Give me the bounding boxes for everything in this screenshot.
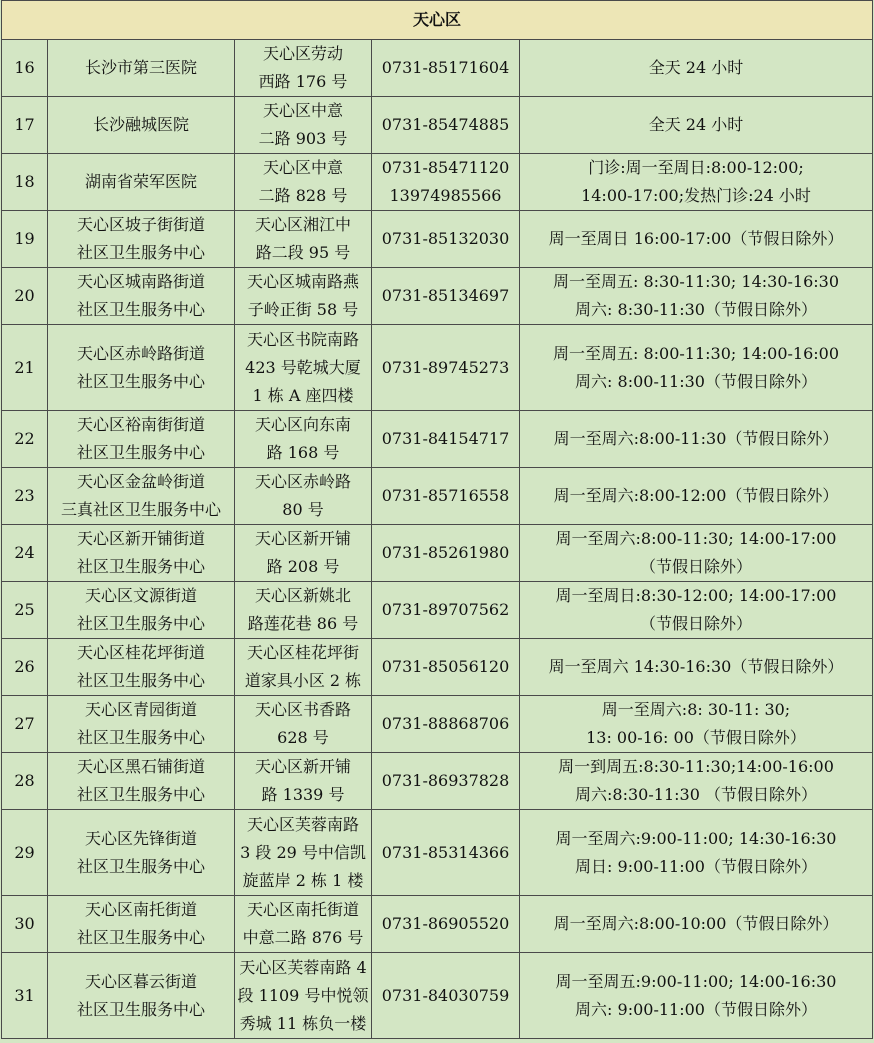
facility-name [48, 753, 235, 810]
facility-address [235, 268, 372, 325]
service-hours [520, 268, 873, 325]
table-row [2, 268, 873, 325]
facility-phone [372, 154, 520, 211]
facility-address-line: 天心区赤岭路 [254, 472, 351, 491]
table-row [2, 154, 873, 211]
service-hours-line: 周六:8:30-11:30 （节假日除外） [575, 785, 817, 804]
facility-name-line: 社区卫生服务中心 [76, 557, 205, 576]
facility-phone-line: 0731-89745273 [381, 357, 510, 377]
service-hours-line: 门诊:周一至周日:8:00-12:00; [588, 158, 804, 177]
row-number: 31 [2, 953, 48, 1039]
facility-phone [372, 525, 520, 582]
service-hours [520, 810, 873, 896]
row-number: 28 [2, 753, 48, 810]
service-hours-line: 周一至周日 16:00-17:00（节假日除外） [548, 229, 844, 248]
service-hours [520, 97, 873, 154]
service-hours-line: 全天 24 小时 [648, 115, 744, 134]
service-hours [520, 696, 873, 753]
facility-address [235, 411, 372, 468]
facility-address-line: 天心区中意 [262, 158, 343, 177]
facility-phone [372, 639, 520, 696]
service-hours [520, 211, 873, 268]
facility-address [235, 639, 372, 696]
facility-name-line: 天心区金盆岭街道 [76, 472, 205, 491]
facility-name-line: 天心区城南路街道 [76, 272, 205, 291]
service-hours [520, 639, 873, 696]
service-hours-line: 周一至周六:9:00-11:00; 14:30-16:30 [555, 828, 837, 848]
table-row [2, 40, 873, 97]
facility-address-line: 天心区城南路燕 [246, 272, 359, 291]
service-hours-line: 周一至周六:8: 30-11: 30; [601, 700, 791, 719]
facility-address-line: 中意二路 876 号 [242, 928, 364, 947]
service-hours-line: 周一至周六:8:00-12:00（节假日除外） [553, 486, 839, 505]
service-hours-line: 周六: 8:30-11:30（节假日除外） [575, 300, 817, 319]
table-row [2, 211, 873, 268]
facility-address [235, 896, 372, 953]
facility-name [48, 468, 235, 525]
row-number: 18 [2, 154, 48, 211]
facility-phone [372, 953, 520, 1039]
row-number: 26 [2, 639, 48, 696]
facility-name-line: 天心区先锋街道 [84, 828, 197, 848]
facility-address-line: 天心区新姚北 [254, 586, 351, 605]
service-hours-line: 周一到周五:8:30-11:30;14:00-16:00 [558, 757, 834, 776]
facility-name-line: 社区卫生服务中心 [76, 300, 205, 319]
table-row [2, 325, 873, 411]
table-row [2, 896, 873, 953]
facility-phone [372, 582, 520, 639]
clinic-table [1, 0, 873, 1039]
facility-address-line: 道家具小区 2 栋 [244, 671, 362, 690]
row-number: 20 [2, 268, 48, 325]
facility-address-line: 天心区新开铺 [254, 529, 351, 548]
facility-address-line: 旋蓝岸 2 栋 1 楼 [242, 870, 364, 890]
facility-phone [372, 97, 520, 154]
facility-address-line: 路 1339 号 [261, 785, 345, 804]
facility-phone-line: 0731-85314366 [381, 842, 510, 862]
facility-address [235, 97, 372, 154]
table-row [2, 468, 873, 525]
table-row [2, 525, 873, 582]
facility-name-line: 社区卫生服务中心 [76, 785, 205, 804]
service-hours [520, 154, 873, 211]
service-hours-line: 周一至周六:8:00-11:30; 14:00-17:00 [555, 529, 837, 548]
service-hours [520, 582, 873, 639]
table-row [2, 753, 873, 810]
row-number: 30 [2, 896, 48, 953]
facility-name-line: 三真社区卫生服务中心 [60, 500, 221, 519]
table-row [2, 953, 873, 1039]
service-hours [520, 468, 873, 525]
service-hours-line: 周一至周六 14:30-16:30（节假日除外） [548, 657, 844, 676]
facility-phone-line: 0731-85134697 [381, 286, 510, 305]
facility-address-line: 子岭正街 58 号 [247, 300, 359, 319]
facility-phone [372, 753, 520, 810]
facility-name-line: 天心区赤岭路街道 [76, 343, 205, 363]
facility-phone [372, 896, 520, 953]
service-hours-line: 周一至周五:9:00-11:00; 14:00-16:30 [555, 971, 837, 991]
facility-name-line: 天心区坡子街街道 [76, 215, 205, 234]
facility-name-line: 天心区文源街道 [84, 586, 197, 605]
facility-address [235, 525, 372, 582]
facility-name-line: 天心区裕南街街道 [76, 415, 205, 434]
facility-address [235, 154, 372, 211]
facility-name-line: 社区卫生服务中心 [76, 614, 205, 633]
service-hours-line: 周一至周六:8:00-10:00（节假日除外） [553, 914, 839, 933]
facility-name-line: 社区卫生服务中心 [76, 243, 205, 262]
row-number: 29 [2, 810, 48, 896]
service-hours-line: 全天 24 小时 [648, 58, 744, 77]
facility-name-line: 社区卫生服务中心 [76, 856, 205, 876]
facility-name-line: 天心区新开铺街道 [76, 529, 205, 548]
facility-name-line: 湖南省荣军医院 [84, 172, 197, 191]
district-header-row [2, 1, 873, 40]
row-number: 25 [2, 582, 48, 639]
row-number: 21 [2, 325, 48, 411]
row-number: 22 [2, 411, 48, 468]
facility-phone [372, 810, 520, 896]
service-hours [520, 325, 873, 411]
facility-name-line: 社区卫生服务中心 [76, 371, 205, 391]
facility-address-line: 二路 903 号 [258, 129, 348, 148]
row-number: 19 [2, 211, 48, 268]
facility-phone-line: 0731-86937828 [381, 771, 510, 790]
facility-name-line: 长沙融城医院 [92, 115, 189, 134]
facility-address [235, 325, 372, 411]
district-title: 天心区 [2, 1, 873, 40]
service-hours-line: 周一至周五: 8:00-11:30; 14:00-16:00 [552, 343, 840, 363]
facility-phone-line: 0731-86905520 [381, 914, 510, 933]
facility-name-line: 社区卫生服务中心 [76, 443, 205, 462]
facility-address-line: 天心区新开铺 [254, 757, 351, 776]
facility-name [48, 810, 235, 896]
facility-name [48, 411, 235, 468]
facility-address-line: 天心区桂花坪街 [246, 643, 359, 662]
facility-name [48, 896, 235, 953]
facility-phone-line: 0731-85171604 [381, 58, 510, 77]
facility-phone-line: 0731-88868706 [381, 714, 510, 733]
table-row [2, 411, 873, 468]
facility-address [235, 953, 372, 1039]
facility-phone [372, 268, 520, 325]
service-hours-line: 周一至周六:8:00-11:30（节假日除外） [553, 429, 839, 448]
table-row [2, 639, 873, 696]
facility-address-line: 路 208 号 [266, 557, 340, 576]
facility-name [48, 268, 235, 325]
facility-phone-line: 0731-85474885 [381, 115, 510, 134]
facility-address-line: 天心区劳动 [262, 44, 343, 63]
facility-name-line: 天心区南托街道 [84, 900, 197, 919]
facility-address-line: 路莲花巷 86 号 [247, 614, 359, 633]
service-hours-line: （节假日除外） [639, 557, 752, 576]
facility-name-line: 天心区黑石铺街道 [76, 757, 205, 776]
facility-name-line: 社区卫生服务中心 [76, 928, 205, 947]
facility-name-line: 天心区桂花坪街道 [76, 643, 205, 662]
facility-phone-line: 0731-89707562 [381, 600, 510, 619]
facility-name [48, 40, 235, 97]
facility-address-line: 1 栋 A 座四楼 [252, 385, 354, 405]
facility-address-line: 423 号乾城大厦 [245, 357, 361, 377]
facility-name [48, 696, 235, 753]
facility-address-line: 路 168 号 [266, 443, 340, 462]
row-number: 24 [2, 525, 48, 582]
service-hours-line: （节假日除外） [639, 614, 752, 633]
facility-name-line: 长沙市第三医院 [84, 58, 197, 77]
facility-address-line: 天心区湘江中 [254, 215, 351, 234]
facility-address [235, 696, 372, 753]
table-body [2, 1, 873, 1039]
facility-address-line: 天心区芙蓉南路 4 [239, 957, 367, 977]
facility-name [48, 525, 235, 582]
table-row [2, 696, 873, 753]
facility-phone [372, 211, 520, 268]
facility-phone [372, 468, 520, 525]
facility-name-line: 天心区暮云街道 [84, 971, 197, 991]
facility-name [48, 639, 235, 696]
facility-address-line: 段 1109 号中悦领 [237, 985, 369, 1005]
facility-address-line: 天心区中意 [262, 101, 343, 120]
facility-phone-line: 0731-85261980 [381, 543, 510, 562]
service-hours-line: 周日: 9:00-11:00（节假日除外） [575, 856, 817, 876]
facility-name [48, 953, 235, 1039]
table-row [2, 97, 873, 154]
service-hours [520, 753, 873, 810]
facility-address-line: 天心区芙蓉南路 [246, 814, 359, 834]
service-hours [520, 525, 873, 582]
row-number: 23 [2, 468, 48, 525]
facility-phone-line: 0731-84154717 [381, 429, 510, 448]
facility-address [235, 211, 372, 268]
facility-address-line: 西路 176 号 [258, 72, 348, 91]
facility-name [48, 582, 235, 639]
facility-phone-line: 0731-85471120 [381, 158, 510, 177]
facility-address [235, 582, 372, 639]
facility-name-line: 社区卫生服务中心 [76, 728, 205, 747]
facility-phone-line: 0731-85056120 [381, 657, 510, 676]
facility-address-line: 天心区书香路 [254, 700, 351, 719]
facility-address [235, 40, 372, 97]
facility-phone [372, 325, 520, 411]
facility-address-line: 秀城 11 栋负一楼 [239, 1013, 367, 1033]
facility-name [48, 154, 235, 211]
facility-phone-line: 13974985566 [389, 186, 502, 205]
service-hours [520, 896, 873, 953]
facility-address [235, 468, 372, 525]
facility-phone [372, 40, 520, 97]
row-number: 17 [2, 97, 48, 154]
facility-address-line: 80 号 [282, 500, 324, 519]
facility-address-line: 天心区南托街道 [246, 900, 359, 919]
facility-name-line: 天心区青园街道 [84, 700, 197, 719]
service-hours [520, 40, 873, 97]
facility-address-line: 天心区向东南 [254, 415, 351, 434]
facility-phone-line: 0731-84030759 [381, 985, 510, 1005]
facility-name [48, 97, 235, 154]
facility-phone [372, 411, 520, 468]
facility-address [235, 810, 372, 896]
facility-address-line: 路二段 95 号 [255, 243, 351, 262]
service-hours-line: 14:00-17:00;发热门诊:24 小时 [581, 186, 811, 205]
facility-name-line: 社区卫生服务中心 [76, 999, 205, 1019]
service-hours-line: 13: 00-16: 00（节假日除外） [586, 728, 806, 747]
facility-phone [372, 696, 520, 753]
table-row [2, 810, 873, 896]
table-row [2, 582, 873, 639]
facility-name-line: 社区卫生服务中心 [76, 671, 205, 690]
facility-address-line: 天心区书院南路 [246, 329, 359, 349]
facility-name [48, 325, 235, 411]
facility-name [48, 211, 235, 268]
service-hours-line: 周六: 9:00-11:00（节假日除外） [575, 999, 817, 1019]
facility-address-line: 二路 828 号 [258, 186, 348, 205]
service-hours-line: 周一至周日:8:30-12:00; 14:00-17:00 [555, 586, 837, 605]
service-hours-line: 周一至周五: 8:30-11:30; 14:30-16:30 [552, 272, 840, 291]
facility-address-line: 3 段 29 号中信凯 [240, 842, 366, 862]
service-hours [520, 411, 873, 468]
row-number: 27 [2, 696, 48, 753]
row-number: 16 [2, 40, 48, 97]
facility-address [235, 753, 372, 810]
facility-address-line: 628 号 [277, 728, 329, 747]
service-hours [520, 953, 873, 1039]
facility-phone-line: 0731-85132030 [381, 229, 510, 248]
facility-phone-line: 0731-85716558 [381, 486, 510, 505]
service-hours-line: 周六: 8:00-11:30（节假日除外） [575, 371, 817, 391]
